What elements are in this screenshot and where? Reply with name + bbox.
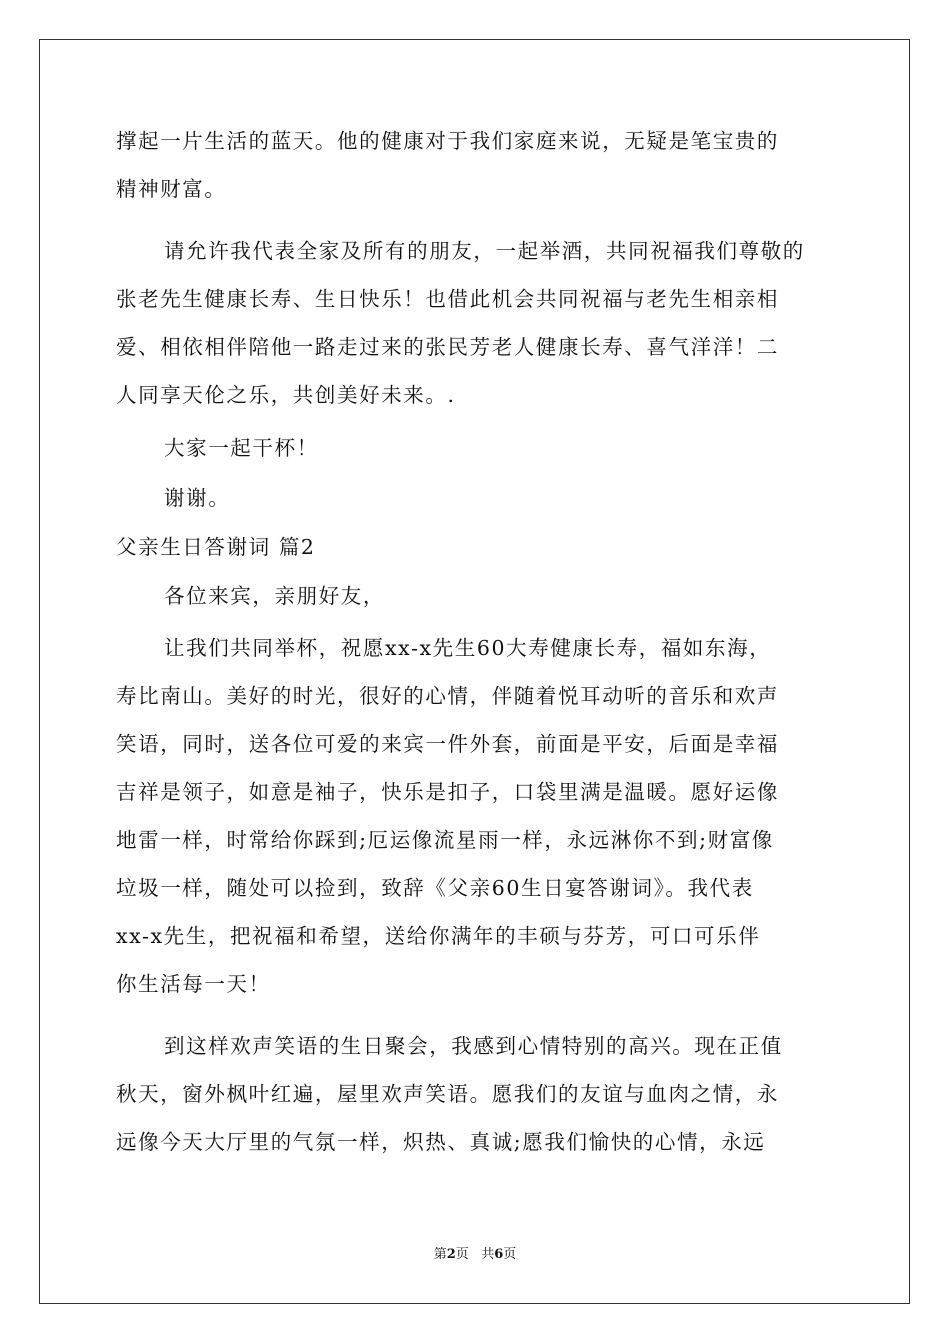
- text-line: 吉祥是领子，如意是袖子，快乐是扣子，口袋里满是温暖。愿好运像: [116, 780, 779, 804]
- text-line: 撑起一片生活的蓝天。他的健康对于我们家庭来说，无疑是笔宝贵的: [116, 129, 779, 153]
- text-line: 各位来宾，亲朋好友，: [164, 584, 385, 608]
- text-line: 张老先生健康长寿、生日快乐！也借此机会共同祝福与老先生相亲相: [116, 287, 779, 311]
- text-line: 人同享天伦之乐，共创美好未来。.: [116, 383, 456, 407]
- page-number: 2: [446, 1247, 456, 1262]
- section-heading: 父亲生日答谢词 篇2: [116, 535, 316, 559]
- total-suffix: 页: [503, 1247, 517, 1262]
- text-line: 远像今天大厅里的气氛一样，炽热、真诚;愿我们愉快的心情，永远: [116, 1130, 766, 1154]
- page-footer: [0, 1246, 950, 1264]
- text-line: 大家一起干杯！: [164, 436, 319, 460]
- text-line: 谢谢。: [164, 486, 231, 510]
- text-line: 寿比南山。美好的时光，很好的心情，伴随着悦耳动听的音乐和欢声: [116, 684, 779, 708]
- text-line: 精神财富。: [116, 177, 227, 201]
- text-line: 地雷一样，时常给你踩到;厄运像流星雨一样，永远淋你不到;财富像: [116, 828, 774, 852]
- text-line: 到这样欢声笑语的生日聚会，我感到心情特别的高兴。现在正值: [164, 1034, 783, 1058]
- page-suffix: 页: [455, 1247, 469, 1262]
- text-line: 你生活每一天！: [116, 972, 271, 996]
- text-line: 秋天，窗外枫叶红遍，屋里欢声笑语。愿我们的友谊与血肉之情，永: [116, 1082, 779, 1106]
- total-pages: 6: [494, 1247, 504, 1262]
- text-line: xx-x先生，把祝福和希望，送给你满年的丰硕与芬芳，可口可乐伴: [116, 924, 761, 948]
- page-prefix: 第: [433, 1247, 447, 1262]
- text-line: 让我们共同举杯，祝愿xx-x先生60大寿健康长寿，福如东海，: [164, 636, 772, 660]
- text-line: 爱、相依相伴陪他一路走过来的张民芳老人健康长寿、喜气洋洋！二: [116, 335, 779, 359]
- page-frame: [39, 39, 910, 1304]
- text-line: 笑语，同时，送各位可爱的来宾一件外套，前面是平安，后面是幸福: [116, 732, 779, 756]
- total-prefix: 共: [481, 1247, 495, 1262]
- text-line: 垃圾一样，随处可以捡到，致辞《父亲60生日宴答谢词》。我代表: [116, 876, 754, 900]
- text-line: 请允许我代表全家及所有的朋友，一起举酒，共同祝福我们尊敬的: [164, 239, 805, 263]
